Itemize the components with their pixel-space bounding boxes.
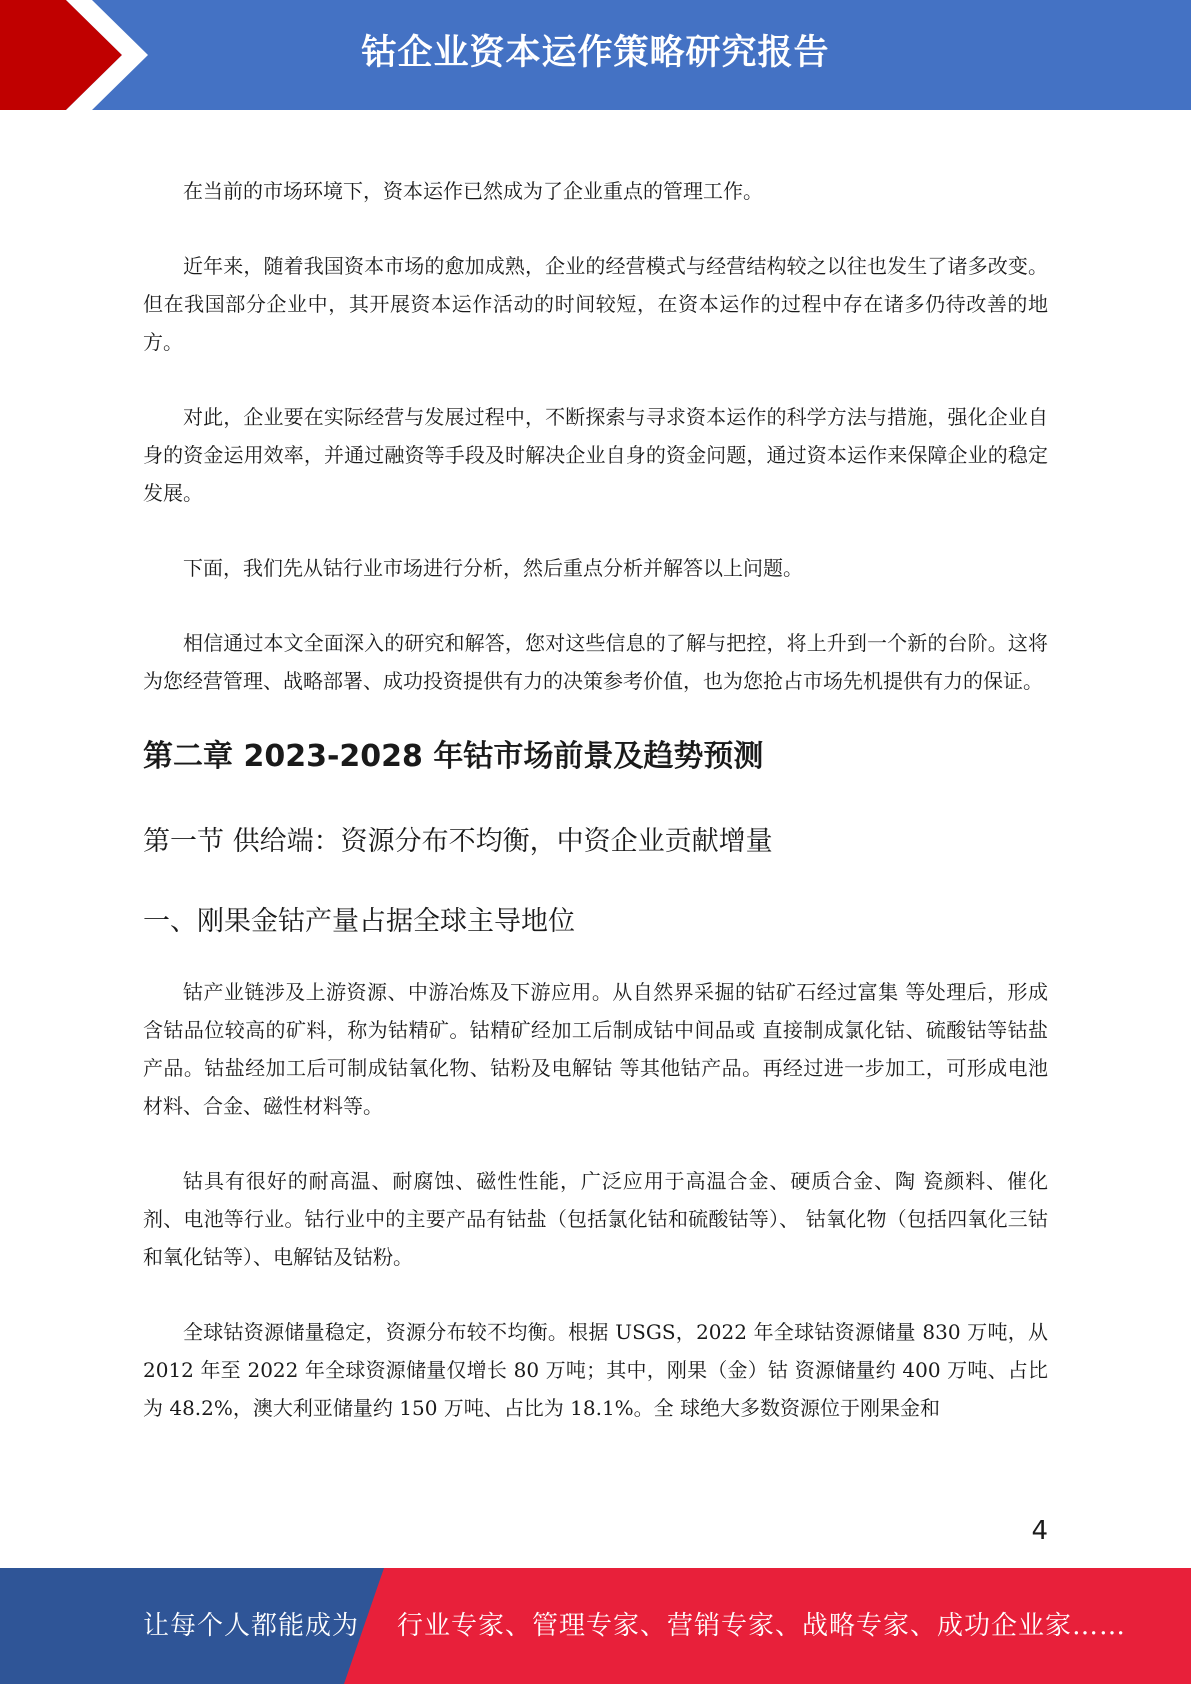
page-content xyxy=(143,172,1048,1464)
intro-paragraph: 下面，我们先从钴行业市场进行分析，然后重点分析并解答以上问题。 xyxy=(183,556,803,580)
document-title: 钴企业资本运作策略研究报告 xyxy=(361,33,830,73)
section-heading: 第一节 供给端：资源分布不均衡，中资企业贡献增量 xyxy=(143,826,773,857)
page-number: 4 xyxy=(1031,1516,1048,1546)
footer-slogan-right: 行业专家、管理专家、营销专家、战略专家、成功企业家…… xyxy=(397,1611,1127,1641)
body-paragraph: 钴产业链涉及上游资源、中游冶炼及下游应用。从自然界采掘的钴矿石经过富集 等处理后，形成含钴品位较高的矿料，称为钴精矿。钴精矿经加工后制成钴中间品或 直接制成氯化钴、硫酸钴等钴盐产品。钴盐经加工后可制成钴氧化物、钴粉及电解钴 等其他钴产品。再经过进一步加工，可形成电池材料、合金、磁性材料等。 xyxy=(143,980,1048,1118)
intro-paragraph: 近年来，随着我国资本市场的愈加成熟，企业的经营模式与经营结构较之以往也发生了诸多改变。但在我国部分企业中，其开展资本运作活动的时间较短，在资本运作的过程中存在诸多仍待改善的地方。 xyxy=(143,254,1048,354)
intro-paragraph: 相信通过本文全面深入的研究和解答，您对这些信息的了解与把控，将上升到一个新的台阶。这将为您经营管理、战略部署、成功投资提供有力的决策参考价值，也为您抢占市场先机提供有力的保证。 xyxy=(143,631,1048,693)
chapter-heading: 第二章 2023-2028 年钴市场前景及趋势预测 xyxy=(143,739,764,774)
intro-paragraph: 对此，企业要在实际经营与发展过程中，不断探索与寻求资本运作的科学方法与措施，强化企业自身的资金运用效率，并通过融资等手段及时解决企业自身的资金问题，通过资本运作来保障企业的稳定发展。 xyxy=(143,405,1048,505)
footer-slogan-left: 让每个人都能成为 xyxy=(143,1611,360,1641)
body-paragraph: 全球钴资源储量稳定，资源分布较不均衡。根据 USGS，2022 年全球钴资源储量 830 万吨，从 2012 年至 2022 年全球资源储量仅增长 80 万吨；其中，刚果（金）钴 资源储量约 400 万吨、占比为 48.2%，澳大利亚储量约 150 万吨、占比为 18.1%。全 球绝大多数资源位于刚果金和 xyxy=(143,1320,1048,1420)
subsection-heading: 一、刚果金钴产量占据全球主导地位 xyxy=(143,906,575,937)
intro-paragraph: 在当前的市场环境下，资本运作已然成为了企业重点的管理工作。 xyxy=(183,179,763,203)
page-footer xyxy=(0,1568,1191,1684)
page-header xyxy=(0,0,1191,110)
body-paragraph: 钴具有很好的耐高温、耐腐蚀、磁性性能，广泛应用于高温合金、硬质合金、陶 瓷颜料、催化剂、电池等行业。钴行业中的主要产品有钴盐（包括氯化钴和硫酸钴等）、 钴氧化物（包括四氧化三钴和氧化钴等）、电解钴及钴粉。 xyxy=(143,1169,1048,1269)
